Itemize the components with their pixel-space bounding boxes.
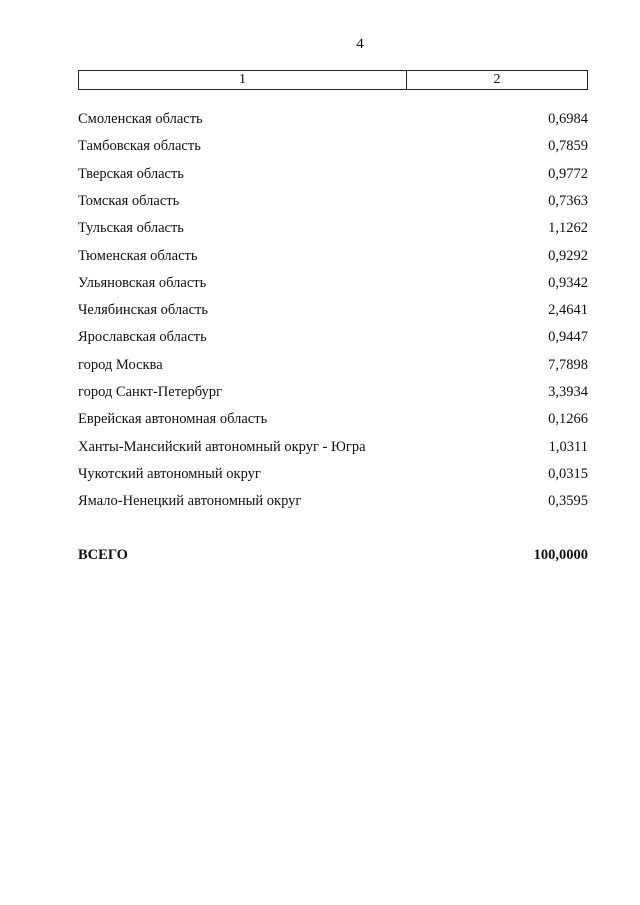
header-col-1: 1 [79,71,407,89]
total-label: ВСЕГО [78,547,128,563]
table-row [78,491,588,511]
page-number: 4 [356,36,364,52]
region-name: Ульяновская область [78,274,207,291]
region-value: 1,1262 [548,220,588,237]
region-name: город Санкт-Петербург [78,384,223,400]
table-row [78,409,588,429]
region-value: 0,9447 [548,329,588,346]
header-col-2: 2 [493,72,501,87]
region-name: Челябинская область [78,302,208,319]
region-value: 0,9772 [548,165,588,182]
table-row [78,382,588,402]
table-row [78,191,588,211]
region-value: 0,9342 [548,274,588,291]
region-name: Тульская область [78,220,184,237]
region-value: 0,7363 [548,192,588,209]
region-name: Тюменская область [78,247,198,264]
region-value: 1,0311 [548,438,588,455]
region-value: 0,1266 [548,411,588,428]
region-value: 0,9292 [548,247,588,264]
region-name: Чукотский автономный округ [78,465,261,482]
region-value: 3,3934 [548,384,588,400]
region-value: 0,3595 [548,493,588,510]
table-row [78,109,588,129]
total-row [78,545,588,565]
region-name: город Москва [78,356,163,373]
region-name: Смоленская область [78,111,203,127]
region-name: Ханты-Мансийский автономный округ - Югра [78,438,366,455]
table-row [78,464,588,484]
table-row [78,273,588,293]
region-value: 0,6984 [548,111,588,127]
table-row [78,437,588,457]
region-name: Ярославская область [78,329,207,346]
region-name: Томская область [78,192,180,209]
region-value: 0,7859 [548,138,588,155]
table-row [78,164,588,184]
table-row [78,327,588,347]
region-name: Тамбовская область [78,138,201,155]
region-name: Тверская область [78,165,184,182]
region-value: 0,0315 [548,465,588,482]
region-name: Еврейская автономная область [78,411,268,428]
table-row [78,218,588,238]
table-row [78,136,588,156]
table-row [78,355,588,375]
total-value: 100,0000 [533,547,588,563]
region-value: 7,7898 [548,356,588,373]
table-row [78,300,588,320]
table-header [78,70,588,90]
region-value: 2,4641 [548,302,588,319]
table-row [78,246,588,266]
region-name: Ямало-Ненецкий автономный округ [78,493,302,510]
